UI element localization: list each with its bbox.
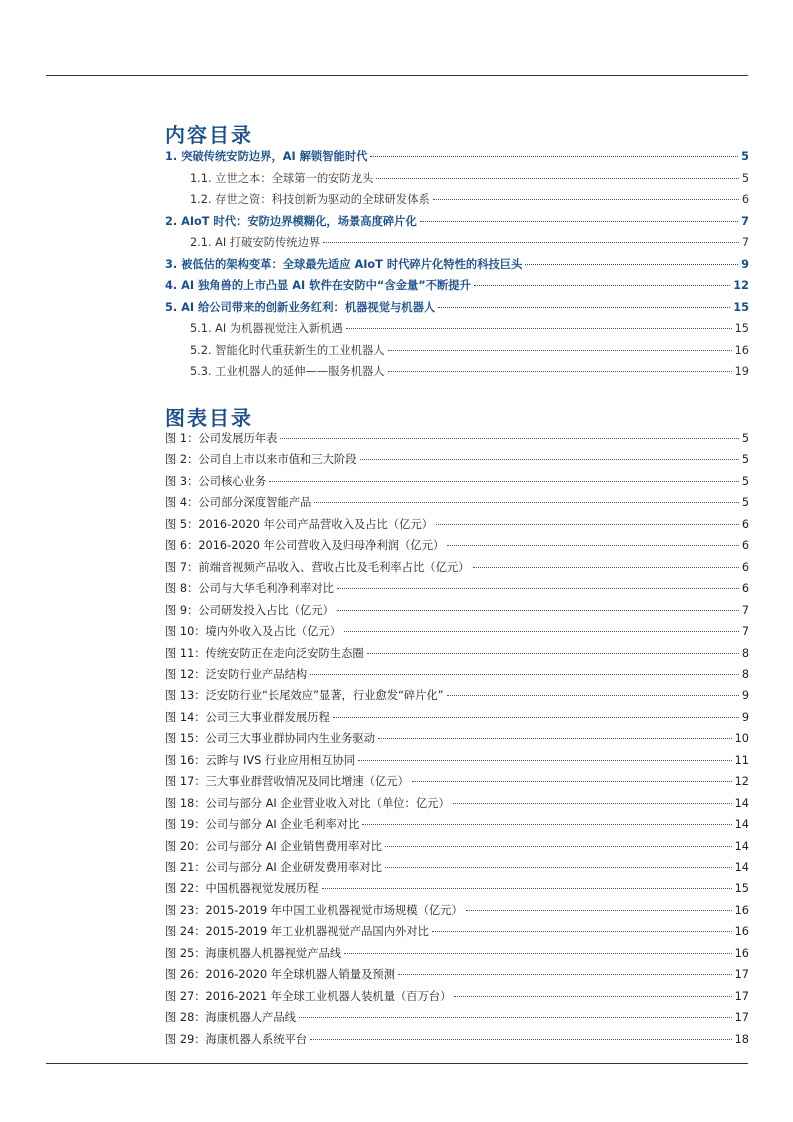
entry-title: 5.3. 工业机器人的延伸——服务机器人 (190, 365, 385, 378)
entry-title: 5. AI 给公司带来的创新业务红利：机器视觉与机器人 (165, 300, 436, 314)
figure-entry[interactable] (165, 582, 749, 596)
page-number: 8 (741, 667, 749, 681)
figure-entry[interactable] (165, 475, 749, 489)
entry-title: 图 29：海康机器人系统平台 (165, 1032, 308, 1046)
toc-entry[interactable] (165, 215, 749, 229)
dot-leader (299, 1017, 732, 1018)
dot-leader (447, 695, 739, 696)
dot-leader (322, 888, 732, 889)
figure-entry[interactable] (165, 668, 749, 682)
figure-entry[interactable] (165, 990, 749, 1004)
toc-title: 内容目录 (165, 123, 253, 147)
page-number: 7 (741, 236, 749, 249)
page-number: 12 (734, 775, 749, 789)
dot-leader (362, 824, 731, 825)
dot-leader (525, 264, 738, 265)
dot-leader (473, 567, 739, 568)
entry-title: 5.1. AI 为机器视觉注入新机遇 (190, 322, 343, 335)
entry-title: 图 9：公司研发投入占比（亿元） (165, 603, 334, 617)
figure-entry[interactable] (165, 925, 749, 939)
toc-entry[interactable] (165, 279, 749, 293)
entry-title: 图 19：公司与部分 AI 企业毛利率对比 (165, 818, 360, 832)
entry-title: 图 17：三大事业群营收情况及同比增速（亿元） (165, 775, 409, 789)
toc-entry[interactable] (190, 365, 749, 379)
dot-leader (370, 156, 738, 157)
dot-leader (454, 996, 731, 997)
dot-leader (388, 350, 732, 351)
page-number: 16 (734, 925, 749, 939)
entry-title: 图 23：2015-2019 年中国工业机器视觉市场规模（亿元） (165, 903, 463, 917)
page-number: 5 (741, 474, 749, 488)
dot-leader (346, 328, 732, 329)
page-number: 6 (741, 193, 749, 206)
dot-leader (474, 285, 730, 286)
figure-entry[interactable] (165, 797, 749, 811)
figures-title: 图表目录 (165, 406, 253, 430)
entry-title: 图 22：中国机器视觉发展历程 (165, 882, 319, 896)
dot-leader (453, 803, 732, 804)
figure-entry[interactable] (165, 882, 749, 896)
page-number: 14 (734, 839, 749, 853)
page-number: 5 (741, 496, 749, 510)
dot-leader (466, 910, 732, 911)
entry-title: 3. 被低估的架构变革：全球最先适应 AIoT 时代碎片化特性的科技巨头 (165, 257, 523, 271)
page-number: 7 (741, 625, 749, 639)
figure-entry[interactable] (165, 818, 749, 832)
entry-title: 图 6：2016-2020 年公司营收入及归母净利润（亿元） (165, 539, 445, 553)
header-rule (46, 75, 748, 76)
dot-leader (314, 502, 738, 503)
page-number: 14 (734, 796, 749, 810)
dot-leader (438, 307, 730, 308)
entry-title: 2. AIoT 时代：安防边界模糊化，场景高度碎片化 (165, 214, 417, 228)
page-number: 9 (741, 257, 749, 271)
dot-leader (360, 459, 739, 460)
entry-title: 图 11：传统安防正在走向泛安防生态圈 (165, 646, 364, 660)
figure-entry[interactable] (165, 968, 749, 982)
page-number: 16 (734, 946, 749, 960)
page-number: 5 (741, 432, 749, 445)
page-number: 6 (741, 539, 749, 553)
page-number: 17 (734, 968, 749, 982)
entry-title: 1.1. 立世之本：全球第一的安防龙头 (190, 171, 374, 185)
figure-entry[interactable] (165, 754, 749, 768)
footer-rule (46, 1063, 748, 1064)
page-number: 9 (741, 689, 749, 703)
page-number: 5 (741, 171, 749, 185)
figure-entry[interactable] (165, 732, 749, 746)
toc-entry[interactable] (190, 344, 749, 358)
entry-title: 图 27：2016-2021 年全球工业机器人装机量（百万台） (165, 989, 452, 1003)
page-number: 18 (734, 1032, 749, 1046)
entry-title: 图 8：公司与大华毛利净利率对比 (165, 582, 334, 596)
page-number: 9 (741, 710, 749, 724)
entry-title: 图 13：泛安防行业“长尾效应”显著，行业愈发“碎片化” (165, 689, 444, 703)
page-number: 5 (741, 150, 749, 163)
page-number: 19 (734, 365, 749, 378)
entry-title: 图 24：2015-2019 年工业机器视觉产品国内外对比 (165, 925, 429, 939)
page-number: 15 (734, 322, 749, 335)
dot-leader (385, 867, 732, 868)
dot-leader (344, 631, 739, 632)
entry-title: 图 12：泛安防行业产品结构 (165, 667, 308, 681)
dot-leader (412, 781, 732, 782)
dot-leader (310, 674, 739, 675)
page-number: 11 (734, 753, 749, 767)
page-number: 7 (741, 603, 749, 617)
dot-leader (447, 545, 739, 546)
figure-entry[interactable] (165, 775, 749, 789)
dot-leader (376, 178, 739, 179)
entry-title: 图 7：前端音视频产品收入、营收占比及毛利率占比（亿元） (165, 560, 470, 574)
dot-leader (333, 717, 739, 718)
dot-leader (388, 371, 732, 372)
figure-entry[interactable] (165, 518, 749, 532)
entry-title: 图 15：公司三大事业群协同内生业务驱动 (165, 732, 376, 746)
entry-title: 图 16：云眸与 IVS 行业应用相互协同 (165, 753, 356, 767)
page-number: 17 (734, 989, 749, 1003)
entry-title: 图 14：公司三大事业群发展历程 (165, 710, 330, 724)
dot-leader (280, 438, 738, 439)
figure-entry[interactable] (165, 711, 749, 725)
entry-title: 5.2. 智能化时代重获新生的工业机器人 (190, 343, 385, 357)
toc-entry[interactable] (165, 258, 749, 272)
figure-entry[interactable] (165, 689, 749, 703)
figure-entry[interactable] (165, 432, 749, 446)
page-number: 17 (734, 1011, 749, 1025)
dot-leader (432, 931, 732, 932)
entry-title: 图 5：2016-2020 年公司产品营收入及占比（亿元） (165, 517, 433, 531)
dot-leader (433, 199, 739, 200)
entry-title: 图 10：境内外收入及占比（亿元） (165, 625, 342, 639)
figure-entry[interactable] (165, 453, 749, 467)
page-number: 14 (734, 861, 749, 874)
dot-leader (358, 760, 731, 761)
toc-entry[interactable] (190, 172, 749, 186)
page-number: 16 (734, 343, 749, 357)
figure-entry[interactable] (165, 840, 749, 854)
toc-entry[interactable] (190, 322, 749, 336)
figure-entry[interactable] (165, 947, 749, 961)
dot-leader (310, 1039, 731, 1040)
figure-entry[interactable] (165, 604, 749, 618)
entry-title: 图 20：公司与部分 AI 企业销售费用率对比 (165, 839, 382, 853)
dot-leader (367, 653, 739, 654)
dot-leader (337, 610, 739, 611)
entry-title: 图 21：公司与部分 AI 企业研发费用率对比 (165, 861, 382, 874)
toc-entry[interactable] (165, 301, 749, 315)
page-number: 8 (741, 646, 749, 660)
figure-entry[interactable] (165, 861, 749, 875)
entry-title: 1. 突破传统安防边界，AI 解锁智能时代 (165, 150, 368, 163)
figure-entry[interactable] (165, 904, 749, 918)
page-number: 15 (734, 882, 749, 896)
dot-leader (398, 974, 732, 975)
dot-leader (337, 588, 739, 589)
dot-leader (385, 846, 732, 847)
toc-entry[interactable] (165, 150, 749, 164)
page-number: 10 (734, 732, 749, 746)
entry-title: 图 4：公司部分深度智能产品 (165, 496, 312, 510)
dot-leader (420, 221, 738, 222)
figure-entry[interactable] (165, 625, 749, 639)
figure-entry[interactable] (165, 1033, 749, 1047)
entry-title: 图 1：公司发展历年表 (165, 432, 278, 445)
dot-leader (344, 953, 732, 954)
figure-entry[interactable] (165, 1011, 749, 1025)
page-number: 6 (741, 582, 749, 596)
toc-entry[interactable] (190, 193, 749, 207)
page-number: 7 (741, 214, 749, 228)
toc-entry[interactable] (190, 236, 749, 250)
page-number: 15 (733, 300, 749, 314)
figure-entry[interactable] (165, 647, 749, 661)
entry-title: 图 26：2016-2020 年全球机器人销量及预测 (165, 968, 395, 982)
page-number: 6 (741, 517, 749, 531)
entry-title: 图 2：公司自上市以来市值和三大阶段 (165, 453, 357, 467)
dot-leader (269, 481, 739, 482)
entry-title: 图 3：公司核心业务 (165, 474, 267, 488)
page-number: 6 (741, 560, 749, 574)
figure-entry[interactable] (165, 561, 749, 575)
entry-title: 图 25：海康机器人机器视觉产品线 (165, 946, 342, 960)
dot-leader (378, 738, 732, 739)
entry-title: 1.2. 存世之资：科技创新为驱动的全球研发体系 (190, 193, 430, 206)
dot-leader (323, 242, 739, 243)
page-number: 12 (733, 279, 749, 292)
dot-leader (436, 524, 739, 525)
figure-entry[interactable] (165, 539, 749, 553)
page-number: 5 (741, 453, 749, 467)
entry-title: 2.1. AI 打破安防传统边界 (190, 236, 321, 249)
page-number: 14 (734, 818, 749, 832)
figure-entry[interactable] (165, 496, 749, 510)
entry-title: 图 28：海康机器人产品线 (165, 1011, 296, 1025)
entry-title: 图 18：公司与部分 AI 企业营业收入对比（单位：亿元） (165, 796, 450, 810)
entry-title: 4. AI 独角兽的上市凸显 AI 软件在安防中“含金量”不断提升 (165, 279, 471, 292)
page-number: 16 (734, 903, 749, 917)
